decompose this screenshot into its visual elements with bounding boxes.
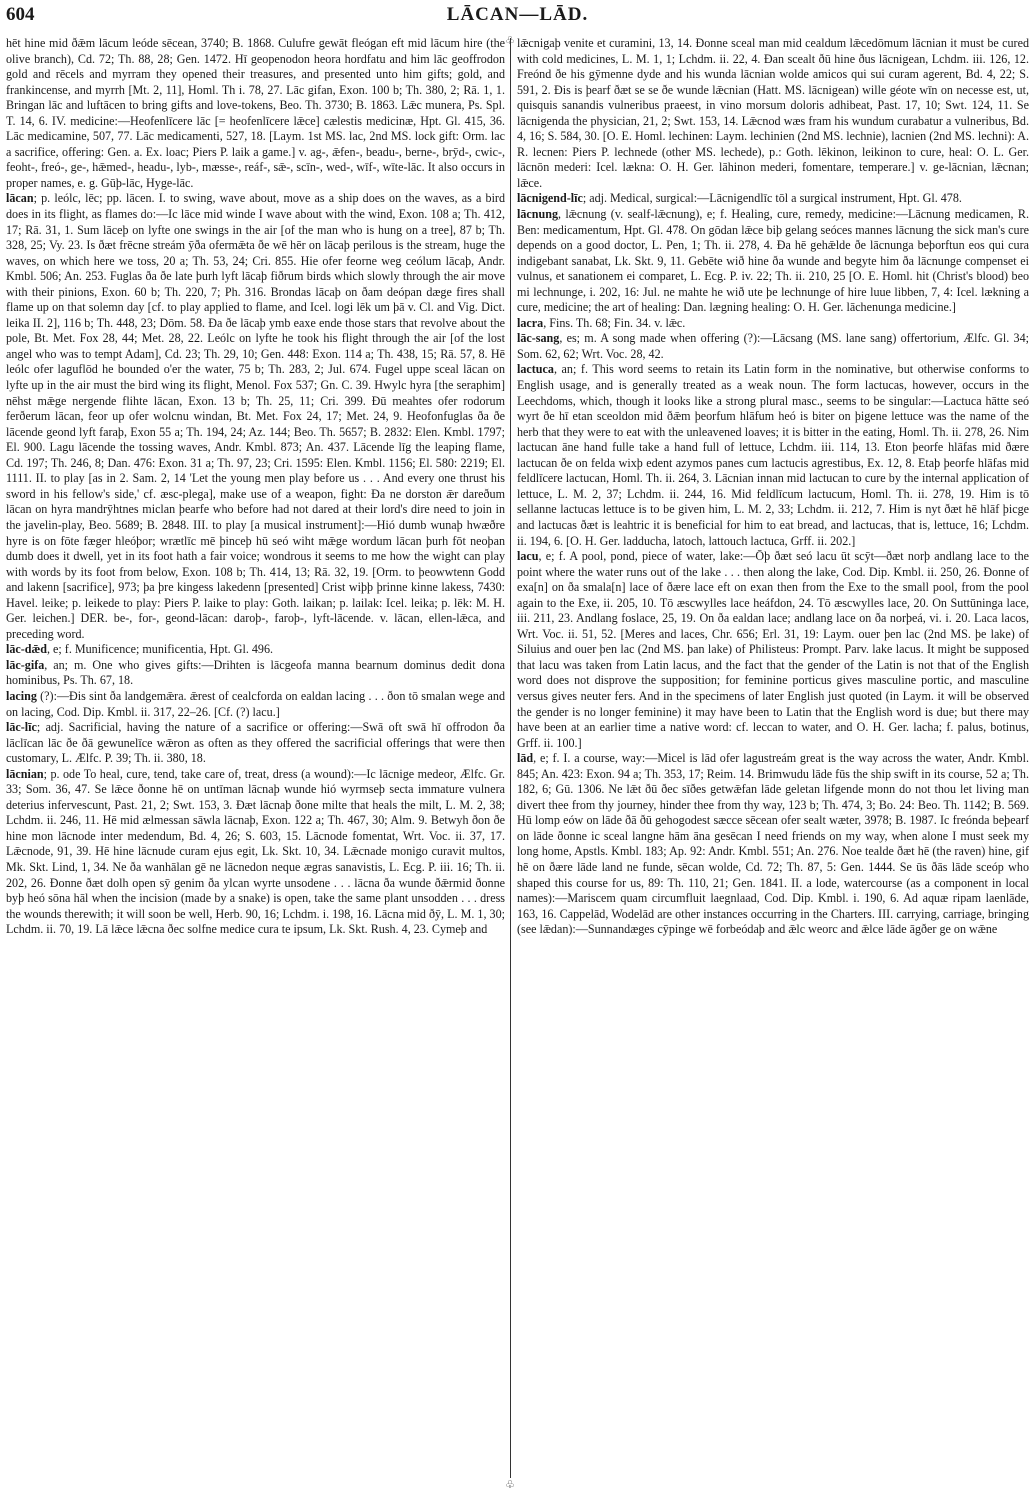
right-column bbox=[517, 36, 1029, 1476]
entry-headword: lācnian bbox=[6, 766, 44, 781]
page-header bbox=[0, 0, 1035, 34]
entry-headword: lāc-līc bbox=[6, 720, 37, 735]
entry-headword: lācnigend-līc bbox=[517, 191, 583, 206]
page-number: 604 bbox=[6, 4, 35, 25]
running-head: LĀCAN—LĀD. bbox=[446, 4, 589, 25]
entry-headword: lāc-gifa bbox=[6, 657, 45, 672]
dictionary-entry: lāc-gifa, an; m. One who gives gifts:—Drihten is lācgeofa manna bearnum dominus dedit dona hominibus, Ps. Th. 67, 18. bbox=[6, 657, 505, 688]
dictionary-entry: lācnian; p. ode To heal, cure, tend, take care of, treat, dress (a wound):—Ic lācnige medeor, Ælfc. Gr. 33; Som. 36, 47. Se lǣce ðonne hē on untīman lācnaþ wunde hió wyrmseþ secta immature vulnera deterius infervescunt, Past. 21, 2; Swt. 153, 3. Ðæt lācnaþ ðone milte that heals the milt, L. M. 2, 38; Lchdm. ii. 246, 11. Hē mid ælmessan sāwla lācnaþ, Exon. 122 a; Th. 467, 30; Alm. 9. Betwyh ðon ðe hine mon lācnode inter medendum, Bd. 4, 26; S. 603, 15. Lācnode fomentat, Wrt. Voc. ii. 37, 17. Lǣcnode, 91, 39. Hē hine lācnude curam ejus egit, Lk. Skt. 10, 34. Lǣcnade monigo curavit multos, Mk. Skt. Lind, 1, 34. Ne ða wanhālan gē ne lācnedon neque ægras sanavistis, L. Ecg. P. iii. 16; Th. ii. 202, 26. Ðonne ðæt dolh open sȳ genim ða ylcan wyrte unsodene . . . lācna ða wunde ðǣrmid ðonne byþ heó sōna hāl when the incision (made by a snake) is open, take the same plant unsodden . . . dress the wounds therewith; it will soon be well, Herb. 90, 16; Lchdm. i. 198, 16. Lācna mid ðȳ, L. M. 1, 30; Lchdm. ii. 70, 19. Lā lǣce lǣcna ðec solfne medice cura te ipsum, Lk. Skt. Rush. 4, 23. Cymeþ and bbox=[6, 766, 505, 937]
dictionary-entry: lāc-līc; adj. Sacrificial, having the nature of a sacrifice or offering:—Swā oft swā hī offrodon ða lāclīcan lāc ðe ðā gewunelīce wǣron as often as they offered the sacrificial offerings that were then customary, L. Ælfc. P. 39; Th. ii. 380, 18. bbox=[6, 720, 505, 766]
dictionary-entry: hēt hine mid ðǣm lācum leóde sēcean, 3740; B. 1868. Culufre gewāt fleógan eft mid lācum hire (the olive branch), Cd. 72; Th. 88, 28; Gen. 1472. Hī geopenodon heora hordfatu and him lāc geoffrodon gold and rēcels and myrram they opened their treasures, and presented unto him gifts; gold, and frankincense, and myrrh [Mt. 2, 11], Homl. Th i. 78, 27. Lāc gifan, Exon. 100 b; Th. 380, 2; Rā. 1, 1. Bringan lāc and luftācen to bring gifts and love-tokens, Beo. Th. 3730; B. 1863. Lǣc munera, Ps. Spl. T. 14, 6. IV. medicine:—Heofenlīcere lāc [= heofenlīcere lǣce] cælestis medicinæ, Hpt. Gl. 415, 36. Lāc medicamine, 507, 77. Lāc medicamenti, 527, 18. [Laym. 1st MS. lac, 2nd MS. lock gift: Orm. lac a sacrifice, offering: Gen. a. Ex. loac; Piers P. laik a game.] v. ag-, ǣfen-, beadu-, berne-, brȳd-, cwic-, feoht-, freó-, ge-, hǣmed-, headu-, lyb-, mæsse-, reáf-, sǣ-, scīn-, wed-, wīf-, wīte-lāc. It also occurs in proper names, e. g. Gūþ-lāc, Hyge-lāc. bbox=[6, 36, 505, 190]
column-ornament-top-icon: ♧ bbox=[505, 35, 515, 47]
dictionary-entry: lactuca, an; f. This word seems to retain its Latin form in the nominative, but otherwise conforms to English usage, and is generally treated as a weak noun. The form lactucas, however, occurs in the Leechdoms, which, though it looks like a strong plural masc., seems to be singular:—Lactuca hātte seó wyrt ðe hī etan sceoldon mid ðǣm þeorfum hlāfum heó is biter on þigene lettuce was the name of the herb that they were to eat with the unleavened loaves; it is bitter in the eating, Homl. Th. ii. 278, 26. Nim lactucan āne hand fulle take a hand full of lettuce, Lchdm. iii. 114, 13. Eton þeorfe hlāfas mid ðære lactucan ðe on felda wixþ edent azymos panes cum lactucis agrestibus, Ex. 12, 8. Etaþ þeorfe hlāfas mid feldlīcere lactucan, Homl. Th. ii. 264, 3. Lācnian innan mid lactucan to cure by the internal application of lettuce, L. M. 2, 37; Lchdm. ii. 244, 16. Mid feldlīcum lactucum, Homl. Th. ii. 278, 19. Him is tō sellanne lactucas lettuce is to be given him, L. M. 2, 33; Lchdm. ii. 212, 7. Him is nyt ðæt hē hlāf þicge and lactucas ðæt is leahtric it is beneficial for him to eat bread, and lactucas, that is, lettuce, 16; Lchdm. ii. 194, 6. [O. H. Ger. ladducha, latoch, lattouch lactuca, Grff. ii. 202.] bbox=[517, 362, 1029, 548]
dictionary-entry: lāc-dǣd, e; f. Munificence; munificentia, Hpt. Gl. 496. bbox=[6, 642, 274, 657]
entry-headword: lāc-dǣd bbox=[6, 642, 47, 657]
dictionary-entry: lād, e; f. I. a course, way:—Micel is lād ofer lagustreám great is the way across the water, Andr. Kmbl. 845; An. 423: Exon. 94 a; Th. 353, 17; Reim. 14. Brimwudu lāde fūs the ship swift in its course, 52 a; Th. 182, 6; Gū. 1306. Ne lǣt ðū ðec sīðes getwǣfan lāde geletan lifgende monn do not thou let living man divert thee from thy journey, hinder thee from thy way, 123 b; Th. 474, 3; Bo. 24: Beo. Th. 1142; B. 569. Hū lomp eów on lāde ðā ðū gehogodest sæcce sēcean ofer sealt wæter, 3978; B. 1987. Ic freónda beþearf on lāde ðonne ic sceal langne hām āna gesēcan I need friends on my way, when alone I must seek my long home, Apstls. Kmbl. 183; Ap. 92: Andr. Kmbl. 551; An. 276. Noe tealde ðæt hē (the raven) hine, gif hē on ðære lāde land ne funde, sēcan wolde, Cd. 72; Th. 87, 5: Gen. 1444. Se ūs ðās lāde sceóp who shaped this course for us, 89: Th. 110, 21; Gen. 1841. II. a lode, watercourse (as a component in local names):—Mariscem quam circumfluit laegnlaad, Cod. Dip. Kmbl. i. 190, 6. Ad aquæ ripam laenlāde, 163, 16. Cappelād, Wodelād are other instances occurring in the Charters. III. carrying, carriage, bringing (see lǣdan):—Sunnandæges cȳpinge wē forbeódaþ and ǣlc weorc and ǣlce lāde āgðer ge on wǣne bbox=[517, 751, 1029, 937]
dictionary-entry: lācan; p. leólc, lēc; pp. lācen. I. to swing, wave about, move as a ship does on the waves, as a bird does in its flight, as flames do:—Ic lāce mid winde I wave about with the wind, Exon. 108 a; Th. 412, 17; Rā. 31, 1. Sum lāceþ on lyfte one swings in the air [of the man who is hung on a tree], 87 b; Th. 328, 25; Vy. 23. Is ðæt frēcne streám ȳða ofermǣta ðe wē hēr on lācaþ perilous is the stream, huge the waves, on which here we toss, 20 a; Th. 53, 24; Cri. 855. Hie ofer feorne weg ceólum lācaþ, Andr. Kmbl. 506; An. 253. Fuglas ða ðe late þurh lyft lācaþ fiðrum birds which slowly through the air move with their pinions, Exon. 60 b; Th. 220, 7; Ph. 316. Brondas lācaþ on ðam deópan dæge fires shall flame up on that solemn day [cf. to play applied to flame, and Icel. logi lēk um þā v. Cl. and Vig. Dict. leika II. 2], 116 b; Th. 448, 23; Dōm. 58. Ða ðe lācaþ ymb eaxe ende those stars that revolve about the pole, Bt. Met. Fox 28, 44; Met. 28, 22. Leólc on lyfte he took his flight through the air [of the lost angel who was to tempt Adam], Cd. 23; Th. 29, 10; Gen. 448: Exon. 114 a; Th. 438, 15; Rā. 57, 8. Hē leólc ofer laguflōd he bounded o'er the water, 75 b; Th. 283, 2; Jul. 674. Fugel uppe sceal lācan on lyfte up in the air must the bird wing its flight, Menol. Fox 537; Gn. C. 39. Hwylc hyra [the seraphim] nēhst mǣge nergende flihte lācan, Exon. 13 b; Th. 25, 11; Cri. 399. Ðū meahtes ofer rodorum ferðerum lācan, feor up ofer wolcnu windan, Bt. Met. Fox 24, 17; Met. 24, 9. Heofonfuglas ða ðe lācende geond lyft faraþ, Exon 55 a; Th. 194, 24; Az. 144; Beo. Th. 5657; B. 2832: Elen. Kmbl. 1797; El. 900. Lagu lācende the tossing waves, Andr. Kmbl. 873; An. 437. Lācende līg the leaping flame, Cd. 197; Th. 246, 8; Dan. 476: Exon. 31 a; Th. 97, 23; Cri. 1595: Elen. Kmbl. 1156; El. 580: 2219; El. 1111. II. to play [as in 2. Sam. 2, 14 'Let the young men play before us . . . And every one thrust his sword in his fellow's side,' cf. æsc-plega], make use of a weapon, fight: Ða ne dorston ǣr dareðum lācan on hyra mandrȳhtnes miclan þearfe who before had not dared at their lord's dire need to join in the javelin-play, Beo. 5689; B. 2848. III. to play [a musical instrument]:—Hió dumb wunaþ hwæðre hyre is on fōte fæger hleóþor; wrætlīc mē þinceþ hū seó wiht mǣge wordum lācan þurh fōt neoþan dumb does it dwell, yet in its foot hath a fair voice; wondrous it seems to me how the wight can play with words by its foot from below, Exon. 108 b; Th. 414, 13; Rā. 32, 19. [Orm. to þeowwtenn Godd and lakenn [sacrifice], 973; þa þre kingess lakedenn [presented] Crist wiþþ þrinne kinne lakess, 7430: Havel. leike; p. leikede to play: Piers P. laike to play: Goth. laikan; p. lailak: Icel. leika; p. lēk: M. H. Ger. leichen.] DER. be-, for-, geond-lācan: daroþ-, faroþ-, lyft-lācende. v. lācan, ellen-lǣca, and preceding word. bbox=[6, 191, 505, 641]
dictionary-entry: lacra, Fins. Th. 68; Fin. 34. v. lǣc. bbox=[517, 315, 686, 330]
dictionary-entry: lacu, e; f. A pool, pond, piece of water, lake:—Ōþ ðæt seó lacu ūt scȳt—ðæt norþ andlang lace to the point where the water runs out of the lake . . . then along the lake, Cod. Dip. Kmbl. ii. 250, 26. Ðonne of exa[n] on ða smala[n] lace of ðære lace eft on exan then from the Exe to the small pool, from the pool again to the Exe, ii. 205, 10. Tō æscwylles lace heáfdon, 24. Tō æscwylles lace, 20. On Suttūninga lace, iii. 211, 23. Andlang foslace, 25, 19. On ða ealdan lace; andlang lace on ða norþeá, vi. i. 20. Laca lacos, Wrt. Voc. ii. 51, 52. [Meres and laces, Chr. 656; Erl. 31, 19: Laym. ouer þen lac (2nd MS. þe lake) of Siluius and ouer þen lac (2nd MS. þan lake) of Philisteus: Prompt. Parv. lake lacus. It might be supposed that lacu was taken from Latin lacus, and the fact that the gender of the Latin is not that of the English word does not disprove the supposition; for feminine porticus gives masculine portic, and masculine versus gives neuter fers. And in the specimens of later English just quoted (in Laym. it will be observed the gender is no longer feminine) it may have been to Latin that the English word is due; but there may have been at an earlier time a native word: cf. leccan to water, and O. H. Ger. lacha; f. palus, botinus, Grff. ii. 100.] bbox=[517, 549, 1029, 750]
entry-headword: lāc-sang bbox=[517, 331, 560, 346]
column-divider bbox=[510, 38, 511, 1478]
entry-headword: lactuca bbox=[517, 362, 554, 377]
left-column bbox=[6, 36, 505, 1476]
entry-headword: lacra bbox=[517, 315, 544, 330]
dictionary-entry: lacing (?):—Ðis sint ða landgemǣra. ǣrest of cealcforda on ealdan lacing . . . ðon tō smalan wege and on lacing, Cod. Dip. Kmbl. ii. 317, 22–26. [Cf. (?) lacu.] bbox=[6, 688, 505, 719]
entry-headword: lād bbox=[517, 751, 534, 766]
column-ornament-bottom-icon: ♧ bbox=[505, 1479, 515, 1491]
dictionary-entry: lācnung, lǣcnung (v. sealf-lǣcnung), e; f. Healing, cure, remedy, medicine:—Lācnung medicamen, R. Ben: medicamentum, Hpt. Gl. 478. On gōdan lǣce biþ gelang seóces mannes lācnung the sick man's cure depends on a good doctor, L. Pen, 1; Th. ii. 278, 4. Ða hē gehǣlde ðe lācnunga beþorftun eos qui cura indigebant sanabat, Lk. Skt. 9, 11. Gebēte wið hine ða wunde and begyte him ða lācnunge compenset ei vulnus, et sanationem ei comparet, L. Ecg. P. iv. 22; Th. ii. 210, 25 [O. E. Homl. hit (Christ's blood) beo mi lechnunge, i. 202, 16: Jul. ne mahte he wið ute þe lechnunge of hire luue libben, 7, 4: Icel. lækning a cure, medicine; the art of healing: Dan. lægning healing: O. H. Ger. lāchenunga medicine.] bbox=[517, 207, 1029, 315]
entry-headword: lācnung bbox=[517, 207, 558, 222]
entry-headword: lacu bbox=[517, 549, 539, 564]
entry-headword: lacing bbox=[6, 688, 41, 703]
dictionary-entry: lāc-sang, es; m. A song made when offering (?):—Lācsang (MS. lane sang) offertorium, Ælfc. Gl. 34; Som. 62, 62; Wrt. Voc. 28, 42. bbox=[517, 331, 1029, 361]
dictionary-entry: lǣcnigaþ venite et curamini, 13, 14. Ðonne sceal man mid cealdum lǣcedōmum lācnian it must be cured with cold medicines, L. M. 1, 1; Lchdm. ii. 22, 4. Ðan scealt ðū hine ðus lācnigean, Lchdm. iii. 126, 12. Freónd ðe his gȳmenne dyde and his wunda lācnian wolde amicos qui sui curam agerent, Bd. 4, 22; S. 591, 2. Ðis is þearf ðæt se se ðe wunde lǣcnian (Hatt. MS. lācnigean) wille géote wīn on necesse est, ut, quisquis sanandis vulneribus praeest, in vino morsum doloris adhibeat, Past. 17, 10; Swt. 124, 11. Se lācnigenda the physician, 21, 2; Swt. 153, 14. Lǣcnod wæs fram his wundum curabatur a vulneribus, Bd. 4, 16; S. 584, 30. [O. E. Homl. lechinen: Laym. lechinien (2nd MS. lechnie), lacnien (2nd MS. lechni): A. R. lecnen: Piers P. lechnede (other MS. lechede), p.: Goth. lēkinon, leikinon to cure, heal: O. L. Ger. lācnōn mederi: Icel. lækna: O. H. Ger. lāhinon mederi, fomentare, temperare.] v. ge-lācnian, lǣcnan; lǣce. bbox=[517, 36, 1029, 190]
entry-headword: lācan bbox=[6, 191, 34, 206]
dictionary-entry: lācnigend-līc; adj. Medical, surgical:—Lācnigendlīc tōl a surgical instrument, Hpt. Gl. 478. bbox=[517, 191, 962, 206]
